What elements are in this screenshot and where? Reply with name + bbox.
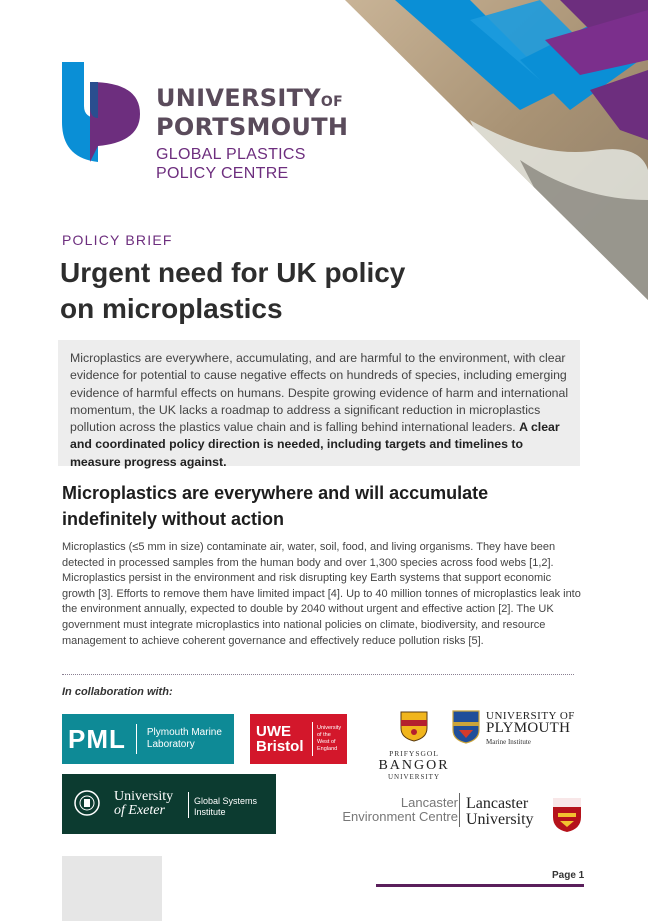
uwe-small-2: of the bbox=[317, 732, 331, 738]
lancaster-line-2: University bbox=[466, 811, 534, 828]
pml-separator bbox=[136, 724, 137, 754]
centre-line-1: GLOBAL PLASTICS bbox=[156, 146, 306, 163]
lec-line-2: Environment Centre bbox=[342, 809, 458, 824]
exeter-seal-icon bbox=[74, 790, 100, 816]
summary-bold: A clear and coordinated policy direction is needed, including targets and timelines to measure progress against. bbox=[70, 420, 560, 469]
exeter-separator bbox=[188, 792, 189, 818]
pml-abbr: PML bbox=[68, 723, 126, 754]
plymouth-line-3: Marine Institute bbox=[486, 738, 531, 746]
uwe-small-4: England bbox=[317, 746, 338, 752]
summary-text bbox=[70, 350, 570, 471]
collaboration-label: In collaboration with: bbox=[62, 686, 173, 698]
lancaster-line-1: Lancaster bbox=[466, 795, 529, 812]
pml-logo bbox=[62, 714, 234, 764]
uwe-separator bbox=[312, 722, 313, 756]
bangor-crest-icon bbox=[399, 710, 429, 742]
footer-rule bbox=[376, 884, 584, 887]
pml-line-1: Plymouth Marine bbox=[146, 727, 222, 738]
logo-university: UNIVERSITY bbox=[156, 84, 321, 112]
portsmouth-logo-icon bbox=[62, 62, 140, 164]
divider bbox=[62, 674, 574, 675]
bangor-top: PRIFYSGOL bbox=[389, 749, 439, 758]
exeter-line-1: University bbox=[114, 789, 174, 804]
page-title bbox=[60, 255, 530, 327]
exeter-line-3b: Institute bbox=[194, 807, 226, 817]
section-heading: Microplastics are everywhere and will accumulate indefinitely without action bbox=[62, 483, 489, 529]
exeter-line-3a: Global Systems bbox=[194, 796, 258, 806]
logo-text bbox=[156, 86, 348, 183]
bangor-bot: UNIVERSITY bbox=[388, 773, 440, 781]
document-type: POLICY BRIEF bbox=[62, 232, 173, 248]
summary-box bbox=[58, 340, 580, 469]
plymouth-line-2: PLYMOUTH bbox=[486, 720, 571, 736]
uwe-line-1: UWE bbox=[256, 723, 291, 740]
title-line-2: on microplastics bbox=[60, 293, 283, 324]
centre-line-2: POLICY CENTRE bbox=[156, 165, 289, 182]
uwe-small-3: West of bbox=[317, 739, 336, 745]
bangor-logo bbox=[378, 710, 450, 781]
title-line-1: Urgent need for UK policy bbox=[60, 257, 406, 288]
lec-logo bbox=[310, 796, 458, 824]
uwe-logo bbox=[250, 714, 347, 764]
lancaster-logo bbox=[466, 796, 534, 828]
plymouth-logo bbox=[452, 710, 582, 750]
section-body: Microplastics (≤5 mm in size) contaminate air, water, soil, food, and living organisms. They have been detected in processed samples from the human body and over 1,300 species across food webs [1,2]. Microplastics persist in the environment and risk disrupting key Earth systems that support economic growth [3]. Efforts to remove them have limited impact [4]. Up to 40 million tonnes of microplastics leak into the environment annually, expected to double by 2040 without urgent and effective action [2]. The UK government must integrate microplastics into national policies on climate, biodiversity, and resource management to achieve coherent governance and effectively reduce pollution risks [5]. bbox=[62, 541, 581, 647]
lancaster-separator bbox=[459, 793, 460, 827]
uwe-small-1: University bbox=[317, 725, 342, 731]
exeter-line-2: of Exeter bbox=[114, 803, 165, 818]
plymouth-line-1: UNIVERSITY OF bbox=[486, 710, 575, 722]
summary-body: Microplastics are everywhere, accumulating, and are harmful to the environment, with clear evidence for potential to cause negative effects on hundreds of species, including emerging evidence of harmful effects on humans. Despite growing evidence of harm and international momentum, the UK lacks a roadmap to address a significant reduction in microplastics pollution across the plastics value chain and is falling behind international leaders. bbox=[70, 351, 569, 435]
uwe-line-2: Bristol bbox=[256, 738, 304, 755]
logo-of: OF bbox=[320, 94, 343, 110]
footer-grey-box bbox=[62, 856, 162, 921]
plymouth-shield-icon bbox=[452, 710, 480, 744]
logo-portsmouth: PORTSMOUTH bbox=[156, 113, 349, 141]
pml-line-2: Laboratory bbox=[146, 739, 195, 750]
lec-line-1: Lancaster bbox=[400, 795, 458, 810]
page-number: Page 1 bbox=[552, 870, 585, 881]
lancaster-shield-icon bbox=[552, 797, 582, 833]
bangor-mid: BANGOR bbox=[378, 758, 450, 773]
exeter-logo bbox=[62, 774, 276, 834]
